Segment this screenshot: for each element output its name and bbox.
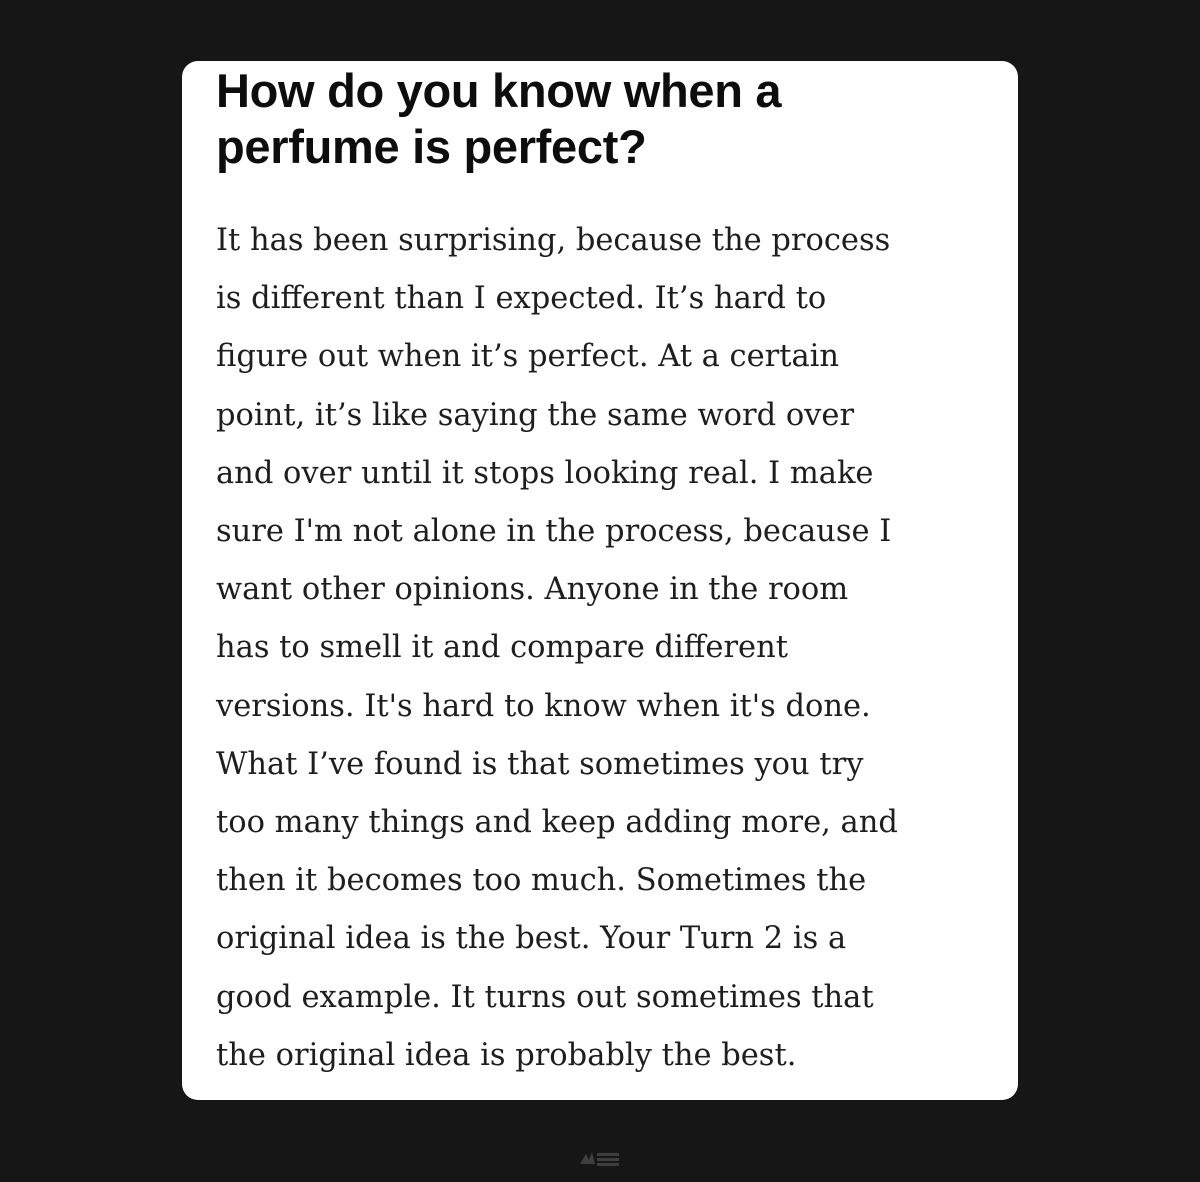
- watermark-logo-icon: [578, 1148, 622, 1170]
- article-card: [182, 61, 1018, 1100]
- answer-line: and over until it stops looking real. I make: [216, 455, 874, 491]
- answer-line: versions. It's hard to know when it's done.: [216, 688, 871, 724]
- headline-line: How do you know when a: [216, 64, 782, 117]
- answer-line: It has been surprising, because the process: [216, 223, 891, 258]
- headline-line: perfume is perfect?: [216, 120, 647, 173]
- answer-line: then it becomes too much. Sometimes the: [216, 863, 867, 899]
- answer-line: good example. It turns out sometimes that: [216, 979, 874, 1015]
- answer-line: sure I'm not alone in the process, because I: [216, 514, 892, 550]
- answer-line: figure out when it’s perfect. At a certain: [216, 339, 840, 375]
- article-headline: [216, 63, 984, 175]
- answer-line: too many things and keep adding more, and: [216, 805, 898, 841]
- answer-line: has to smell it and compare different: [216, 630, 788, 666]
- answer-line: want other opinions. Anyone in the room: [216, 572, 849, 608]
- answer-line: the original idea is probably the best.: [216, 1037, 797, 1073]
- answer-line: point, it’s like saying the same word over: [216, 397, 855, 433]
- answer-line: is different than I expected. It’s hard to: [216, 281, 827, 317]
- article-answer: [216, 212, 984, 1085]
- answer-line: What I’ve found is that sometimes you try: [216, 746, 864, 782]
- answer-line: original idea is the best. Your Turn 2 is a: [216, 921, 847, 957]
